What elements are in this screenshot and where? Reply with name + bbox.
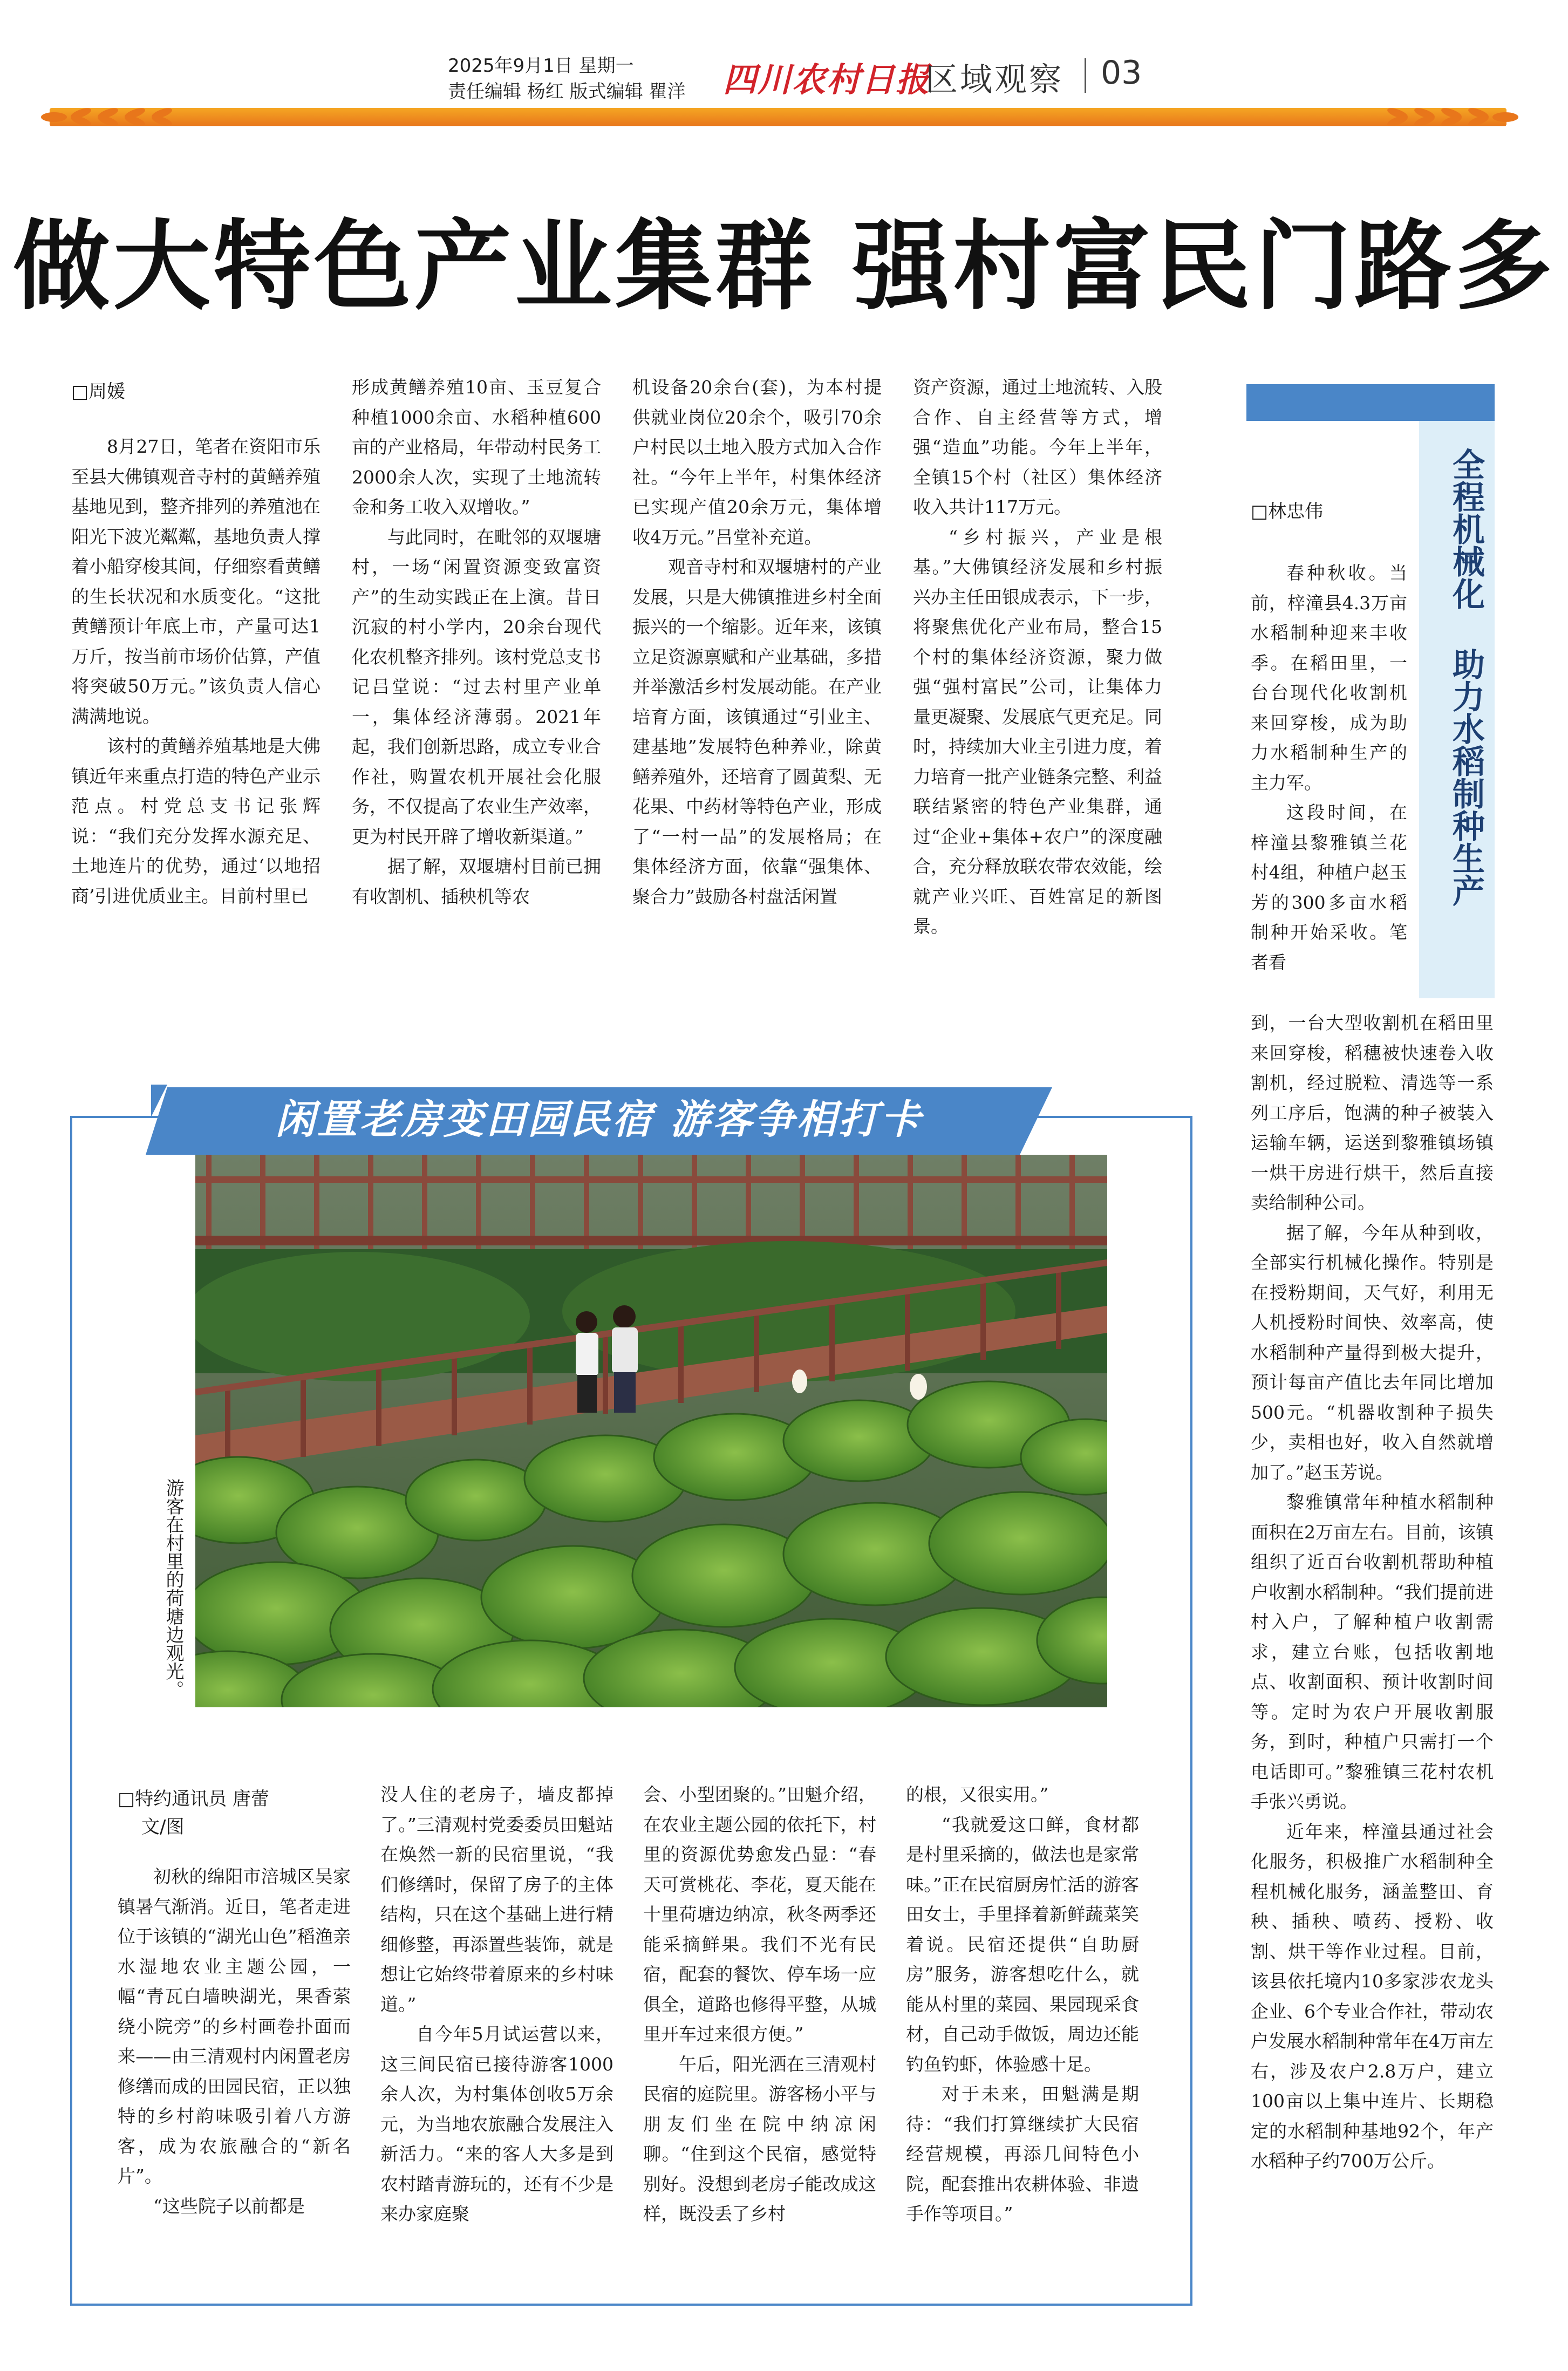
page-number: 03 — [1101, 54, 1142, 92]
paragraph: 据了解，双堰塘村目前已拥有收割机、插秧机等农 — [352, 856, 601, 907]
feature-column-3 — [643, 1780, 876, 2229]
sidebar-byline: □林忠伟 — [1251, 501, 1324, 522]
issue-date: 2025年9月1日 星期一 — [448, 55, 634, 77]
lotus-pond-photo — [195, 1155, 1107, 1707]
page-headline: 做大特色产业集群 强村富民门路多 — [12, 210, 1556, 323]
feature-banner — [146, 1079, 1052, 1160]
editor-credits: 责任编辑 杨红 版式编辑 瞿洋 — [448, 81, 686, 103]
feature-column-2 — [380, 1780, 613, 2229]
sidebar-title: 全程机械化 助力水稻制种生产 — [1447, 448, 1485, 907]
newspaper-logo: 四川农村日报 — [723, 60, 931, 99]
paragraph: 没人住的老房子，墙皮都掉了。”三清观村党委委员田魁站在焕然一新的民宿里说，“我们修缮时，保留了房子的主体结构，只在这个基础上进行精细修整，再添置些装饰，就是想让它始终带着原来的乡村味道。” — [380, 1784, 613, 2015]
paragraph: 据了解，今年从种到收，全部实行机械化操作。特别是在授粉期间，天气好，利用无人机授粉时间快、效率高，使水稻制种产量得到极大提升，预计每亩产值比去年同比增加500元。“机器收割种子损失少，卖相也好，收入自然就增加了。”赵玉芳说。 — [1251, 1222, 1494, 1483]
paragraph: 会、小型团聚的。”田魁介绍，在农业主题公园的依托下，村里的资源优势愈发凸显：“春天可赏桃花、李花，夏天能在十里荷塘边纳凉，秋冬两季还能采摘鲜果。我们不光有民宿，配套的餐饮、停车场一应俱全，道路也修得平整，从城里开车过来很方便。” — [643, 1784, 876, 2045]
wheat-ornament-left-icon — [38, 103, 264, 132]
paragraph: 到，一台大型收割机在稻田里来回穿梭，稻穗被快速卷入收割机，经过脱粒、清选等一系列工序后，饱满的种子被装入运输车辆，运送到黎雅镇场镇一烘干房进行烘干，然后直接卖给制种公司。 — [1251, 1012, 1494, 1213]
paragraph: 形成黄鳝养殖10亩、玉豆复合种植1000余亩、水稻种植600亩的产业格局，年带动村民务工2000余人次，实现了土地流转金和务工收入双增收。” — [352, 377, 601, 517]
masthead-divider — [1085, 58, 1086, 93]
paragraph: 观音寺村和双堰塘村的产业发展，只是大佛镇推进乡村全面振兴的一个缩影。近年来，该镇立足资源禀赋和产业基础，多措并举激活乡村发展动能。在产业培育方面，该镇通过“引业主、建基地”发展特色种养业，除黄鳝养殖外，还培育了圆黄梨、无花果、中药材等特色产业，形成了“一村一品”的发展格局；在集体经济方面，依靠“强集体、聚合力”鼓励各村盘活闲置 — [632, 556, 882, 907]
paragraph: 与此同时，在毗邻的双堰塘村，一场“闲置资源变致富资产”的生动实践正在上演。昔日沉寂的村小学内，20余台现代化农机整齐排列。该村党总支书记吕堂说：“过去村里产业单一，集体经济薄弱。2021年起，我们创新思路，成立专业合作社，购置农机开展社会化服务，不仅提高了农业生产效率，更为村民开辟了增收新渠道。” — [352, 526, 601, 847]
photo-caption: 游客在村里的荷塘边观光。 — [162, 1479, 184, 1699]
paragraph: 8月27日，笔者在资阳市乐至县大佛镇观音寺村的黄鳝养殖基地见到，整齐排列的养殖池在阳光下波光粼粼，基地负责人撑着小船穿梭其间，仔细察看黄鳝的生长状况和水质变化。“这批黄鳝预计年底上市，产量可达1万斤，按当前市场价估算，产值将突破50万元。”该负责人信心满满地说。 — [71, 436, 321, 727]
paragraph: 近年来，梓潼县通过社会化服务，积极推广水稻制种全程机械化服务，涵盖整田、育秧、插秧、喷药、授粉、收割、烘干等作业过程。目前，该县依托境内10多家涉农龙头企业、6个专业合作社，带动农户发展水稻制种常年在4万亩左右，涉及农户2.8万户，建立100亩以上集中连片、长期稳定的水稻制种基地92个，年产水稻种子约700万公斤。 — [1251, 1821, 1494, 2171]
paragraph: 机设备20余台(套)，为本村提供就业岗位20余个，吸引70余户村民以土地入股方式加入合作社。“今年上半年，村集体经济已实现产值20余万元，集体增收4万元。”吕堂补充道。 — [632, 377, 882, 548]
main-article-column-2 — [352, 372, 601, 911]
paragraph: 该村的黄鳝养殖基地是大佛镇近年来重点打造的特色产业示范点。村党总支书记张辉说：“我们充分发挥水源充足、土地连片的优势，通过‘以地招商’引进优质业主。目前村里已 — [71, 735, 321, 907]
wheat-ornament-right-icon — [1295, 103, 1522, 132]
main-byline: □周媛 — [71, 381, 126, 403]
masthead-info — [448, 53, 691, 105]
paragraph: 自今年5月试运营以来，这三间民宿已接待游客1000余人次，为村集体创收5万余元，为当地农旅融合发展注入新活力。“来的客人大多是到农村踏青游玩的，还有不少是来办家庭聚 — [380, 2023, 613, 2224]
paragraph: 这段时间，在梓潼县黎雅镇兰花村4组，种植户赵玉芳的300多亩水稻制种开始采收。笔者看 — [1251, 802, 1407, 973]
paragraph: 资产资源，通过土地流转、入股合作、自主经营等方式，增强“造血”功能。今年上半年，全镇15个村（社区）集体经济收入共计117万元。 — [913, 377, 1162, 517]
feature-column-1 — [118, 1862, 351, 2221]
feature-title: 闲置老房变田园民宿 游客争相打卡 — [275, 1096, 923, 1143]
sidebar-header-strip — [1246, 384, 1495, 421]
section-name: 区域观察 — [925, 61, 1063, 99]
paragraph: “这些院子以前都是 — [153, 2195, 305, 2217]
paragraph: 春种秋收。当前，梓潼县4.3万亩水稻制种迎来丰收季。在稻田里，一台台现代化收割机来回穿梭，成为助力水稻制种生产的主力军。 — [1251, 562, 1407, 793]
paragraph: 的根，又很实用。” — [906, 1784, 1049, 1805]
paragraph: 初秋的绵阳市涪城区吴家镇暑气渐消。近日，笔者走进位于该镇的“湖光山色”稻渔亲水湿地农业主题公园，一幅“青瓦白墙映湖光，果香萦绕小院旁”的乡村画卷扑面而来——由三清观村内闲置老房修缮而成的田园民宿，正以独特的乡村韵味吸引着八方游客，成为农旅融合的“新名片”。 — [118, 1866, 351, 2186]
feature-byline — [118, 1785, 269, 1841]
paragraph: “我就爱这口鲜，食材都是村里采摘的，做法也是家常味。”正在民宿厨房忙活的游客田女士，手里择着新鲜蔬菜笑着说。民宿还提供“自助厨房”服务，游客想吃什么，就能从村里的菜园、果园现采食材，自己动手做饭，周边还能钓鱼钓虾，体验感十足。 — [906, 1814, 1139, 2075]
sidebar-column-wide — [1251, 1008, 1494, 2176]
feature-byline-credit: 文/图 — [141, 1816, 185, 1838]
feature-byline-author: □特约通讯员 唐蕾 — [118, 1788, 269, 1810]
main-article-column-4 — [913, 372, 1162, 942]
main-article-column-1 — [71, 432, 321, 911]
paragraph: “乡村振兴，产业是根基。”大佛镇经济发展和乡村振兴办主任田银成表示，下一步，将聚焦优化产业布局，整合15个村的集体经济资源，聚力做强“强村富民”公司，让集体力量更凝聚、发展底气更充足。同时，持续加大业主引进力度，着力培育一批产业链条完整、利益联结紧密的特色产业集群，通过“企业+集体+农户”的深度融合，充分释放联农带农效能，绘就产业兴旺、百姓富足的新图景。 — [913, 526, 1162, 937]
sidebar-column-narrow — [1251, 558, 1407, 977]
feature-column-4 — [906, 1780, 1139, 2229]
paragraph: 对于未来，田魁满是期待：“我们打算继续扩大民宿经营规模，再添几间特色小院，配套推出农耕体验、非遗手作等项目。” — [906, 2083, 1139, 2224]
main-article-column-3 — [632, 372, 882, 911]
header-rule — [50, 108, 1506, 126]
paragraph: 黎雅镇常年种植水稻制种面积在2万亩左右。目前，该镇组织了近百台收割机帮助种植户收割水稻制种。“我们提前进村入户，了解种植户收割需求，建立台账，包括收割地点、收割面积、预计收割时间等。定时为农户开展收割服务，到时，种植户只需打一个电话即可。”黎雅镇三花村农机手张兴勇说。 — [1251, 1491, 1494, 1812]
paragraph: 午后，阳光洒在三清观村民宿的庭院里。游客杨小平与朋友们坐在院中纳凉闲聊。“住到这个民宿，感觉特别好。没想到老房子能改成这样，既没丢了乡村 — [643, 2053, 876, 2224]
